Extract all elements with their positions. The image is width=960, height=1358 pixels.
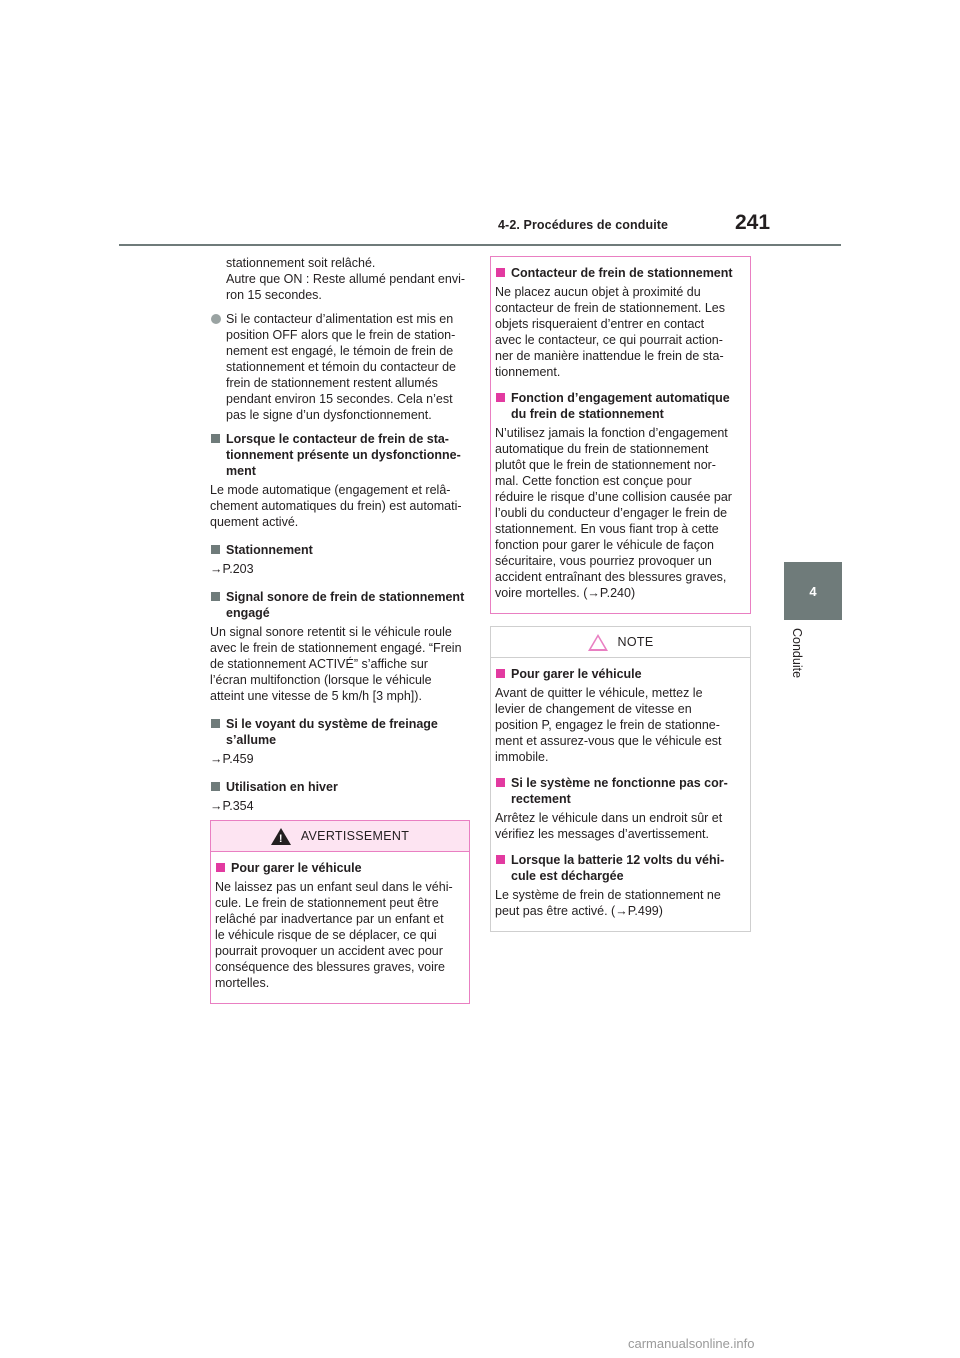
square-bullet-icon bbox=[211, 545, 220, 554]
note-box bbox=[490, 626, 751, 932]
warning-title: AVERTISSEMENT bbox=[300, 829, 410, 843]
bullet-dot-icon bbox=[211, 314, 221, 324]
paragraph-park-vehicle: Avant de quitter le véhicule, mettez le levier de changement de vitesse en position P, engagez le frein de stationne- ment et assurez-vous que le véhicule est immobile. bbox=[495, 686, 722, 764]
watermark: carmanualsonline.info bbox=[628, 1336, 755, 1351]
paragraph-auto-engage: N’utilisez jamais la fonction d’engagement automatique du frein de stationnement plutôt que le frein de stationnement nor- mal. Cette fonction est conçue pour réduire le risque d’une collision causée par l’oubli du conducteur d’engager le frein de stationnement. En vous fiant trop à cette fonction pour garer le véhicule de façon sécuritaire, vous pourriez provoquer un accident entraînant des blessures graves, voire mortelles. (→P.240) bbox=[495, 426, 732, 600]
page-number: 241 bbox=[735, 211, 771, 234]
heading-switch-malfunction: Lorsque le contacteur de frein de sta- tionnement présente un dysfonctionne- ment bbox=[210, 431, 472, 479]
note-title: NOTE bbox=[617, 635, 654, 649]
square-bullet-icon bbox=[496, 778, 505, 787]
header-divider bbox=[119, 244, 841, 246]
square-bullet-icon bbox=[216, 863, 225, 872]
square-bullet-icon bbox=[496, 393, 505, 402]
bullet-item: Si le contacteur d’alimentation est mis en position OFF alors que le frein de station- nement est engagé, le témoin de frein de stationnement et témoin du contacteur de frein de stationnement restent allumés pendant environ 15 secondes. Cela n’est pas le signe d’un dysfonctionnement. bbox=[210, 311, 472, 423]
caution-triangle-icon bbox=[588, 634, 608, 651]
page-reference: →P.203 bbox=[210, 562, 254, 576]
paragraph-auto-mode: Le mode automatique (engagement et relâ- chement automatiques du frein) est automati- quement activé. bbox=[210, 483, 462, 529]
square-bullet-icon bbox=[496, 268, 505, 277]
paragraph-switch-objects: Ne placez aucun objet à proximité du contacteur de frein de stationnement. Les objets risqueraient d’entrer en contact avec le contacteur, ce qui pourrait action- ner de manière inattendue le frein de sta- tionnement. bbox=[495, 285, 726, 379]
square-bullet-icon bbox=[496, 855, 505, 864]
heading-brake-light: Si le voyant du système de freinage s’allume bbox=[210, 716, 472, 748]
heading-park-vehicle: Pour garer le véhicule bbox=[215, 860, 464, 876]
heading-auto-engage: Fonction d’engagement automatique du frein de stationnement bbox=[495, 390, 745, 422]
warning-box-header bbox=[211, 821, 469, 852]
heading-system-malfunction: Si le système ne fonctionne pas cor- rectement bbox=[495, 775, 745, 807]
continued-paragraph: stationnement soit relâché. Autre que ON : Reste allumé pendant envi- ron 15 secondes. bbox=[226, 256, 466, 302]
square-bullet-icon bbox=[211, 719, 220, 728]
chapter-label: Conduite bbox=[790, 628, 804, 679]
heading-parking: Stationnement bbox=[210, 542, 472, 558]
left-column bbox=[210, 255, 472, 820]
square-bullet-icon bbox=[211, 782, 220, 791]
square-bullet-icon bbox=[211, 434, 220, 443]
warning-paragraph: Ne laissez pas un enfant seul dans le véhi- cule. Le frein de stationnement peut être relâché par inadvertance par un enfant et le véhicule risque de se déplacer, ce qui pourrait provoquer un accident avec pour conséquence des blessures graves, voire mortelles. bbox=[215, 880, 453, 990]
paragraph-battery-discharged: Le système de frein de stationnement ne peut pas être activé. (→P.499) bbox=[495, 888, 721, 918]
square-bullet-icon bbox=[496, 669, 505, 678]
square-bullet-icon bbox=[211, 592, 220, 601]
chapter-tab: 4 bbox=[784, 562, 842, 620]
warning-box bbox=[210, 820, 470, 1004]
paragraph-buzzer: Un signal sonore retentit si le véhicule roule avec le frein de stationnement engagé. “Frein de stationnement ACTIVÉ” s’affiche sur l’écran multifonction (lorsque le véhicule atteint une vitesse de 5 km/h [3 mph]). bbox=[210, 625, 462, 703]
warning-box-continued bbox=[490, 256, 751, 614]
heading-switch-objects: Contacteur de frein de stationnement bbox=[495, 265, 745, 281]
heading-buzzer: Signal sonore de frein de stationnement engagé bbox=[210, 589, 472, 621]
note-box-header bbox=[491, 627, 750, 658]
paragraph-system-malfunction: Arrêtez le véhicule dans un endroit sûr et vérifiez les messages d’avertissement. bbox=[495, 811, 723, 841]
heading-winter: Utilisation en hiver bbox=[210, 779, 472, 795]
page-reference: →P.459 bbox=[210, 752, 254, 766]
section-title: 4-2. Procédures de conduite bbox=[498, 218, 669, 232]
page-reference: →P.354 bbox=[210, 799, 254, 813]
heading-park-vehicle-note: Pour garer le véhicule bbox=[495, 666, 745, 682]
heading-battery-discharged: Lorsque la batterie 12 volts du véhi- cule est déchargée bbox=[495, 852, 745, 884]
warning-triangle-icon: ! bbox=[271, 828, 291, 845]
